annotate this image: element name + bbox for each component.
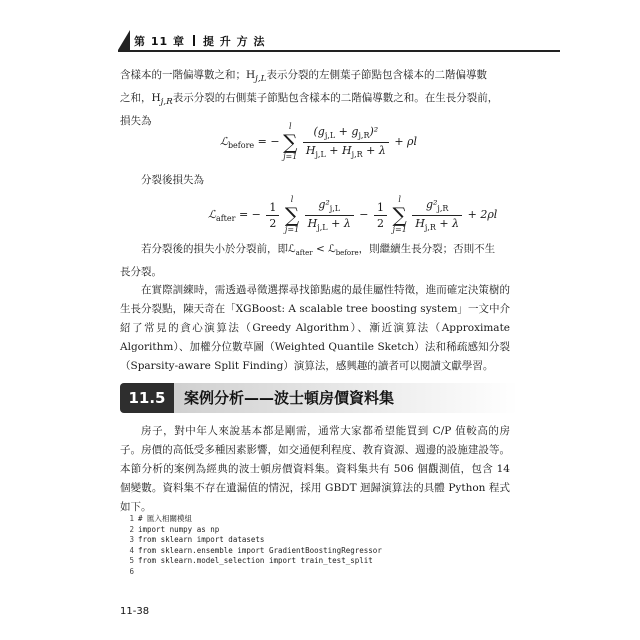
p1-text-3: 之和，H	[120, 92, 161, 105]
eq1-sum-symbol: ∑	[283, 130, 298, 154]
equation-loss-after	[208, 195, 497, 235]
eq1-lhs: ℒ	[220, 135, 228, 148]
section-banner	[120, 383, 518, 413]
eq2-sum-2: l ∑ j=1	[392, 195, 407, 234]
p3-sub-after: after	[295, 249, 313, 258]
p3-text-2: < ℒ	[312, 243, 336, 255]
eq2-fraction-1: $\frac{g^2_{j,L}}{H_{j,L} + \lambda}$	[305, 198, 354, 231]
code-block	[120, 514, 520, 577]
p1-text-1: 含樣本的一階偏導數之和；H	[120, 69, 256, 81]
p5-text: 房子，對中年人來說基本都是剛需，通常大家都希望能買到 C/P 值較高的房子。房價的高低受多種因素影響，如交通便利程度、教育資源、週邊的設施建設等。本節分析的案例為經典的波士頓房價資料集。資料集共有 506 個觀測值，包含 14 個變數。資料集不存在遺漏值的情況，採用 GBDT 迴歸演算法的具體 Python 程式如下。	[120, 425, 510, 513]
eq2-lhs: ℒ	[208, 208, 216, 221]
code-line: 4 from sklearn.ensemble import GradientBoostingRegressor	[129, 545, 382, 555]
section-title: 案例分析——波士頓房價資料集	[184, 389, 395, 407]
eq2-equals: = −	[238, 208, 261, 221]
eq2-tail: + 2ρl	[467, 208, 498, 221]
code-line: 1 # 匯入相關模組	[129, 514, 193, 523]
chapter-label: 第 11 章	[134, 35, 185, 48]
eq1-sum	[283, 122, 297, 162]
p1-text-2: 表示分裂的左側葉子節點包含樣本的二階偏導數	[266, 69, 487, 81]
eq1-equals: = −	[257, 135, 280, 148]
equation-loss-before	[220, 122, 417, 162]
header-separator	[193, 35, 195, 46]
eq2-half-2: $\frac{1}{2}$	[374, 201, 387, 230]
eq2-sum-1: l ∑ j=1	[284, 195, 300, 234]
section-number: 11.5	[120, 383, 174, 413]
eq2-fraction-2: $\frac{g^2_{j,R}}{H_{j,R} + \lambda}$	[412, 198, 462, 231]
p4-text: 在實際訓練時，需透過尋徵選擇尋找節點處的最佳屬性特徵，進而確定決策樹的生長分裂點，陳天奇在「XGBoost: A scalable tree boosting system」一文中介紹了常見的貪心演算法（Greedy Algorithm）、漸近演算法（Approximate Algorithm）、加權分位數草圖（Weighted Quantile Sketch）法和稀疏感知分裂（Sparsity-aware Split Finding）演算法，感興趣的讀者可以閱讀文獻學習。	[120, 284, 510, 372]
p1-sub-jr: j,R	[160, 97, 173, 108]
eq2-minus: −	[359, 208, 369, 221]
eq1-lhs-sub: before	[227, 141, 255, 151]
code-line: 2 import numpy as np	[129, 524, 220, 534]
eq1-tail: + ρl	[394, 135, 418, 148]
eq2-lhs-sub: after	[215, 214, 236, 224]
page-number: 11-38	[120, 606, 150, 617]
header-rule	[118, 50, 560, 52]
p3-text-1: 若分裂後的損失小於分裂前，即ℒ	[141, 243, 296, 255]
paragraph-4	[120, 281, 510, 376]
p3-sub-before: before	[335, 249, 359, 258]
code-line: 3 from sklearn import datasets	[129, 535, 265, 544]
chapter-title: 提 升 方 法	[202, 35, 266, 48]
p3-text-4: 長分裂。	[120, 266, 162, 279]
p1-text-4: 表示分裂的右側葉子節點包含樣本的二階偏導數之和。在生長分裂前，	[172, 92, 499, 105]
eq1-denominator: $H_{j,L} + H_{j,R} + \lambda$	[305, 143, 386, 159]
eq1-sum-top: l	[288, 122, 292, 131]
code-line: 5 from sklearn.model_selection import train_test_split	[129, 556, 373, 565]
eq2-half-1: $\frac{1}{2}$	[266, 201, 279, 230]
paragraph-5	[120, 422, 510, 517]
eq1-fraction	[303, 125, 389, 158]
paragraph-3	[120, 240, 510, 282]
p2-text: 分裂後損失為	[141, 174, 204, 186]
p3-text-3: ，則繼續生長分裂；否則不生	[358, 243, 496, 255]
eq1-numerator: $(g_{j,L} + g_{j,R})^2$	[303, 125, 389, 142]
running-header	[134, 33, 265, 49]
p1-sub-jl: j,L	[255, 74, 267, 85]
header-triangle-icon	[118, 30, 130, 50]
code-line: 6	[129, 566, 134, 576]
eq1-sum-bottom: j=1	[283, 152, 298, 161]
p1-text-5: 損失為	[120, 115, 152, 128]
paragraph-2	[120, 171, 510, 190]
